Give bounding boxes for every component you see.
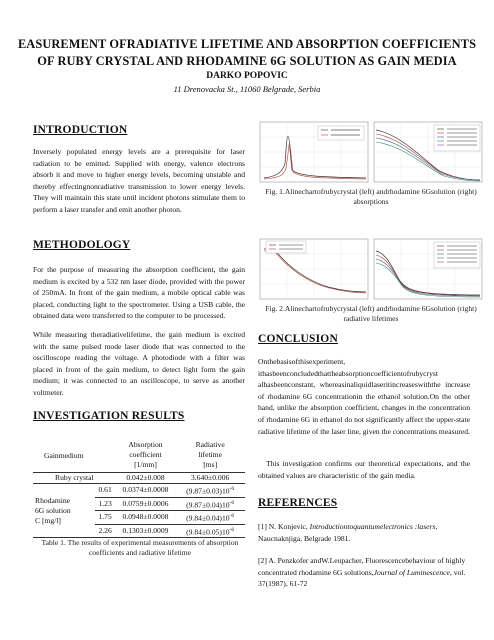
concentration-cell: 1.23 — [95, 497, 116, 511]
ruby-label: Ruby crystal — [33, 473, 116, 484]
table-caption: Table 1. The results of experimental measurements of absorption coefficients and radiative lifetime — [41, 538, 239, 557]
figure-1-caption: Fig. 1.Alinechartofrubycrystal (left) andrhodamine 6Gsolution (right) absorptions — [265, 187, 477, 206]
header-absorption: Absorption coefficient [1/mm] — [116, 440, 176, 473]
figure-2-graphic — [258, 237, 484, 301]
ruby-radiative: 3.640±0.006 — [175, 473, 245, 484]
header-radiative-lifetime: Radiative lifetime [ms] — [175, 440, 245, 473]
figure-1-image — [258, 120, 484, 184]
results-table — [33, 440, 245, 538]
radiative-cell: $(9.84\pm 0.05)10^{-6}$ — [175, 524, 245, 538]
methodology-heading: METHODOLOGY — [33, 239, 131, 251]
concentration-cell: 1.75 — [95, 511, 116, 525]
reference-1: [1] N. Konjevic, Introductiontoquantumelectronics :lasers, Naucnaknjiga, Belgrade 1981. — [258, 522, 438, 543]
paper-title: EASUREMENT OFRADIATIVE LIFETIME AND ABSORPTION COEFFICIENTS OF RUBY CRYSTAL AND RHODAMINE 6G SOLUTION AS GAIN MEDIA — [17, 37, 477, 68]
methodology-paragraph-1: For the purpose of measuring the absorption coefficient, the gain medium is excited by a 532 nm laser diode, provided with the power of 250mA. In front of the gain medium, a mobile optical cable was placed, conducting light to the spectrometer. Using a USB cable, the obtained data were transferred to the computer to be processed. — [33, 265, 245, 321]
radiative-cell: $(9.87\pm 0.04)10^{-6}$ — [175, 497, 245, 511]
rhodamine-label: Rhodamine 6G solution C [mg/l] — [33, 484, 95, 538]
concentration-cell: 2.26 — [95, 524, 116, 538]
conclusion-heading: CONCLUSION — [258, 333, 338, 345]
table-row-ruby — [33, 473, 245, 484]
radiative-cell: $(9.84\pm 0.04)10^{-6}$ — [175, 511, 245, 525]
references-heading: REFERENCES — [258, 497, 338, 509]
absorption-cell: 0.0759±0.0006 — [116, 497, 176, 511]
conclusion-paragraph-2: This investigation confirms our theoretical expectations, and the obtained values are characteristic of the gain media. — [258, 459, 470, 480]
absorption-cell: 0.0374±0.0008 — [116, 484, 176, 498]
introduction-text: Inversely populated energy levels are a prerequisite for laser radiation to be emitted. Supplied with energy, valence electrons absorb it and move to higher energy levels, becoming unstable and thereby effectingnonradiative transmission to lower energy levels. They will maintain this state until incident photons stimulate them to perform a laser transfer and emit another photon. — [33, 147, 245, 214]
table-row — [33, 484, 245, 498]
reference-2: [2] A. Penzkofer andW.Leupacher, Fluorescencebehaviour of highly concentrated rhodamine 6G solutions,Journal of Luminescence, vol. 37(1987), 61-72 — [258, 556, 466, 589]
figure-2-caption: Fig. 2.Alinechartofrubycrystal (left) andrhodamine 6Gsolution (right) radiative lifetimes — [265, 304, 477, 323]
table-header-row — [33, 440, 245, 473]
methodology-paragraph-2: While measuring theradiativelifetime, the gain medium is excited with the same pulsed mode laser diode that was connected to the oscilloscope reading the voltage. A photodiode with a filter was placed in front of the gain medium, to detect light form the gain medium; it was connected to an oscilloscope, to serve as another voltmeter. — [33, 330, 245, 397]
concentration-cell: 0.61 — [95, 484, 116, 498]
header-gain-medium: Gainmedium — [33, 440, 95, 473]
figure-2-image — [258, 237, 484, 301]
absorption-cell: 0.1303±0.0009 — [116, 524, 176, 538]
conclusion-paragraph-1: Onthebasisofthisexperiment, ithasbeenconcludedthattheabsorptioncoefficientofrubycryst alhasbeenconstant, whereasinaliquidlaseritincreaseswiththe increase of rhodamine 6G concentrationin the ethanol solution.On the other hand, unlike the absorption coefficient, changes in the concentration of rhodamine 6G in ethanol do not significantly affect the upper-state radiative lifetime of the laser line, given the concentrations measured. — [258, 357, 470, 436]
radiative-cell: $(9.87\pm 0.03)10^{-6}$ — [175, 484, 245, 498]
author-name: DARKO POPOVIC — [206, 71, 288, 81]
results-heading: INVESTIGATION RESULTS — [33, 410, 185, 422]
introduction-heading: INTRODUCTION — [33, 124, 128, 136]
absorption-cell: 0.0948±0.0008 — [116, 511, 176, 525]
author-affiliation: 11 Drenovacka St., 11060 Belgrade, Serbia — [173, 84, 321, 94]
figure-1-graphic — [258, 120, 484, 184]
ruby-absorption: 0.042±0.008 — [116, 473, 176, 484]
